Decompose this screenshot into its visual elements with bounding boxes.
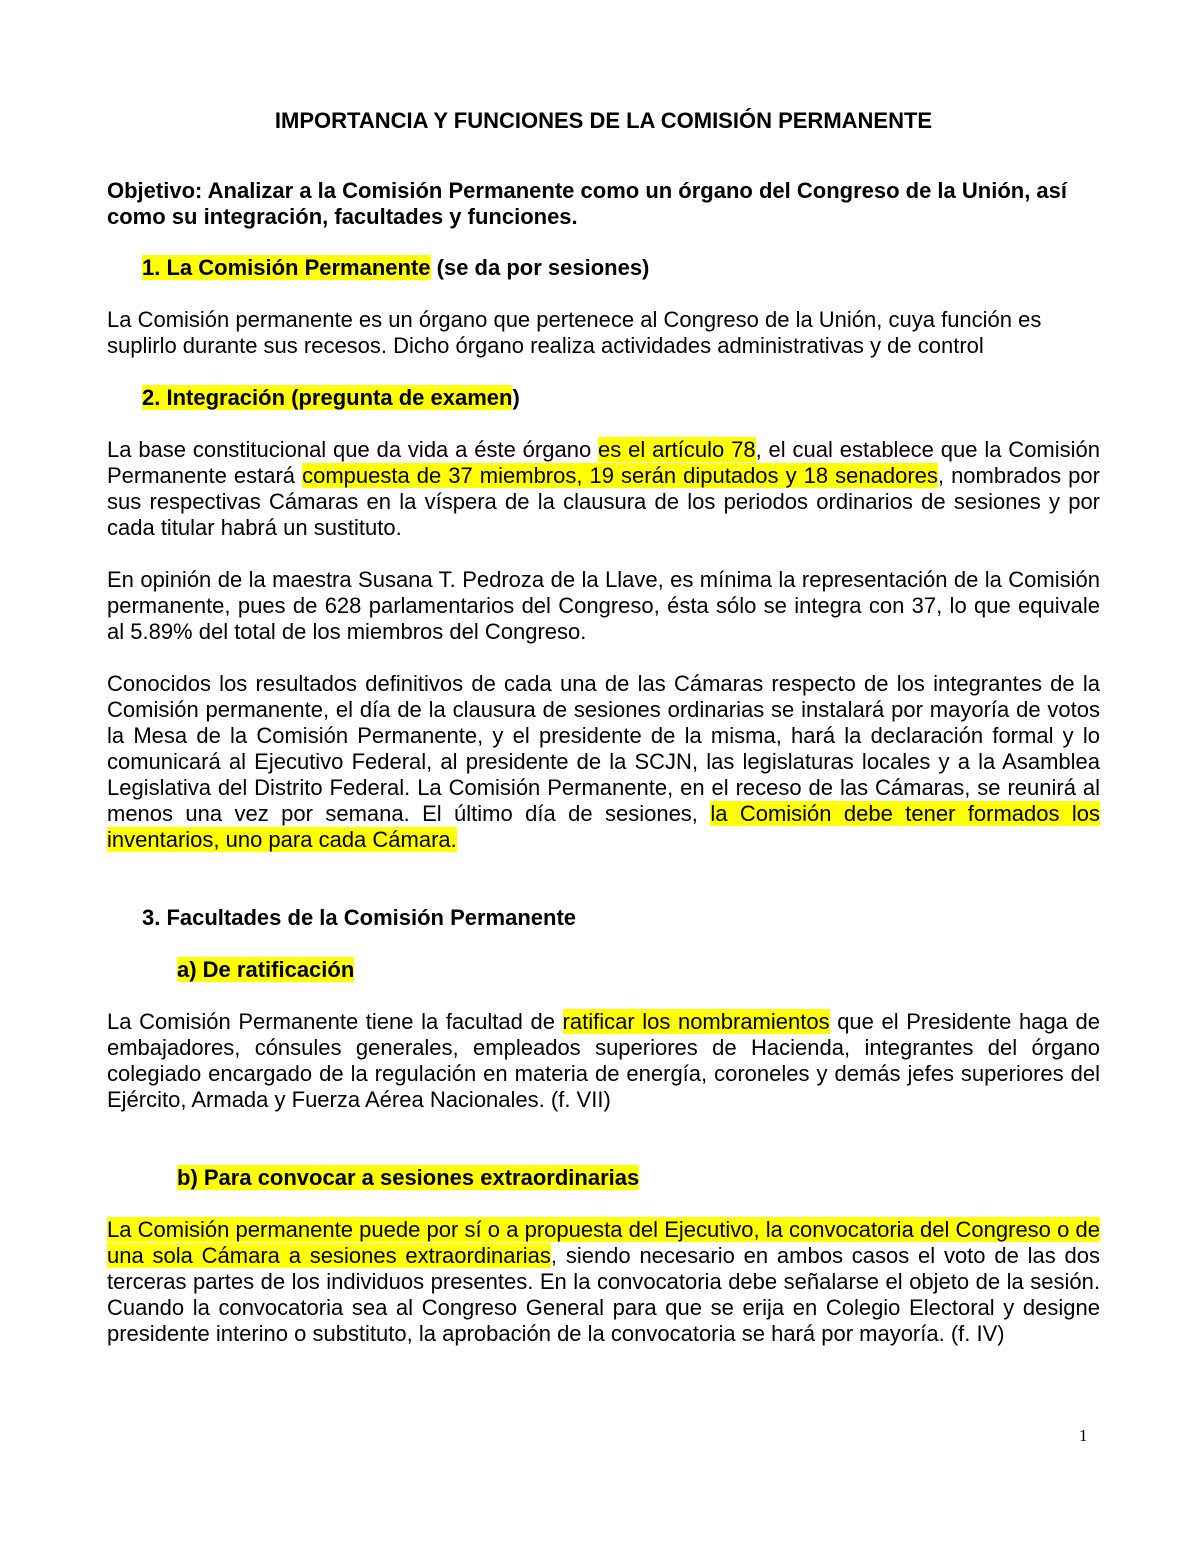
text-run: Conocidos los resultados definitivos de cada una de las Cámaras respecto de los integrantes de la Comisión permanente, el día de la clausura de sesiones ordinarias se instalará por mayoría de votos la Mesa de la Comisión Permanente, y el presidente de la misma, hará la declaración formal y lo comunicará al Ejecutivo Federal, al presidente de la SCJN, las legislaturas locales y a la Asamblea Legislativa del Distrito Federal. La Comisión Permanente, en el receso de las Cámaras, se reunirá al menos una vez por semana. El último día de sesiones, (107, 671, 1100, 826)
section-3b-paragraph (107, 1217, 1100, 1347)
section-3b-heading (107, 1165, 1100, 1191)
page-number: 1 (1079, 1426, 1088, 1445)
document-page (107, 108, 1100, 1373)
section-2-heading-highlight: 2. Integración (pregunta de examen (142, 385, 513, 410)
section-2-paragraph-3 (107, 671, 1100, 853)
text-run: , nombrados por sus respectivas Cámaras en la víspera de la clausura de los periodos ordinarios de sesiones y por cada titular habrá un sustituto. (107, 463, 1100, 540)
section-3a-heading-highlight: a) De ratificación (177, 957, 355, 982)
section-3a-paragraph (107, 1009, 1100, 1113)
highlight-members: compuesta de 37 miembros, 19 serán diputados y 18 senadores (302, 463, 938, 488)
section-1-heading-highlight: 1. La Comisión Permanente (142, 255, 431, 280)
section-1-paragraph: La Comisión permanente es un órgano que pertenece al Congreso de la Unión, cuya función es suplirlo durante sus recesos. Dicho órgano realiza actividades administrativas y de control (107, 307, 1042, 358)
section-2-heading (107, 385, 1100, 411)
section-3-heading: 3. Facultades de la Comisión Permanente (142, 905, 577, 930)
highlight-article: es el artículo 78 (598, 437, 756, 462)
objective-paragraph: Objetivo: Analizar a la Comisión Permanente como un órgano del Congreso de la Unión, así como su integración, facultades y funciones. (107, 178, 1068, 229)
text-run: , el cual establece que la Comisión Permanente estará (107, 437, 1101, 488)
text-run: que el Presidente haga de embajadores, cónsules generales, empleados superiores de Hacienda, integrantes del órgano colegiado encargado de la regulación en materia de energía, coroneles y demás jefes superiores del Ejército, Armada y Fuerza Aérea Nacionales. (f. VII) (107, 1009, 1100, 1112)
text-run: La Comisión Permanente tiene la facultad de (107, 1009, 563, 1034)
text-run: , siendo necesario en ambos casos el voto de las dos terceras partes de los individuos presentes. En la convocatoria debe señalarse el objeto de la sesión. Cuando la convocatoria sea al Congreso General para que se erija en Colegio Electoral y designe presidente interino o substituto, la aprobación de la convocatoria se hará por mayoría. (f. IV) (107, 1243, 1101, 1346)
text-run: La base constitucional que da vida a éste órgano (107, 437, 599, 462)
section-1-heading (107, 255, 1100, 281)
section-3b-heading-highlight: b) Para convocar a sesiones extraordinarias (177, 1165, 640, 1190)
section-2-paragraph-2: En opinión de la maestra Susana T. Pedroza de la Llave, es mínima la representación de la Comisión permanente, pues de 628 parlamentarios del Congreso, ésta sólo se integra con 37, lo que equivale al 5.89% del total de los miembros del Congreso. (107, 567, 1100, 644)
highlight-inventories: la Comisión debe tener formados los inventarios, uno para cada Cámara. (107, 801, 1101, 852)
section-1-heading-rest: (se da por sesiones) (430, 255, 650, 280)
section-3a-heading (107, 957, 1100, 983)
highlight-ratify: ratificar los nombramientos (562, 1009, 830, 1034)
section-2-paragraph-1 (107, 437, 1100, 541)
section-2-heading-rest: ) (512, 385, 520, 410)
document-title: IMPORTANCIA Y FUNCIONES DE LA COMISIÓN PERMANENTE (274, 108, 933, 133)
highlight-convocation: La Comisión permanente puede por sí o a propuesta del Ejecutivo, la convocatoria del Congreso o de una sola Cámara a sesiones extraordinarias (107, 1217, 1100, 1268)
